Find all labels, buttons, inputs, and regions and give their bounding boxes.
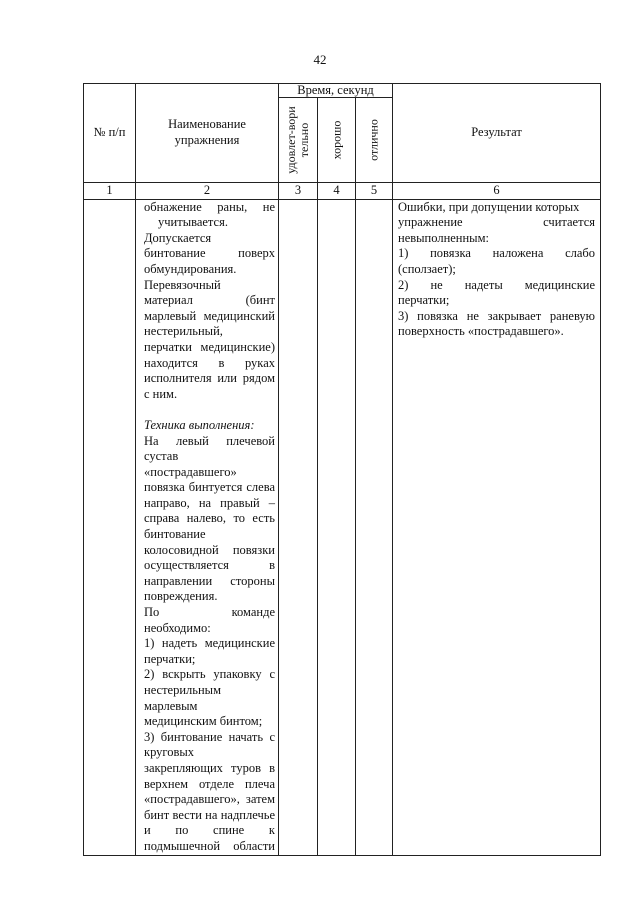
desc-line: направо, на правый – <box>144 495 275 510</box>
desc-line: исполнителя или рядом <box>144 371 275 386</box>
desc-line: повязка бинтуется слева <box>144 480 275 495</box>
header-excellent <box>356 98 393 183</box>
technique-heading: Техника выполнения: <box>144 417 255 432</box>
desc-line: круговых <box>144 745 195 760</box>
page-number: 42 <box>313 52 327 67</box>
desc-line: закрепляющих туров в <box>144 760 275 775</box>
exercise-table <box>83 83 601 856</box>
desc-line: с ним. <box>144 386 178 401</box>
desc-line: 2) вскрыть упаковку с <box>144 667 275 682</box>
header-satisfactory <box>279 98 318 183</box>
desc-line: обмундирования. <box>144 261 237 276</box>
col-number-1: 1 <box>84 183 136 200</box>
desc-line: марлевый медицинский <box>144 308 275 323</box>
desc-line: Допускается <box>144 230 212 245</box>
header-result: Результат <box>393 84 601 183</box>
header-exercise-name: Наименование упражнения <box>136 84 279 183</box>
result-description <box>393 199 601 855</box>
desc-line: 1) надеть медицинские <box>144 636 275 651</box>
header-number: № п/п <box>84 84 136 183</box>
desc-line: подмышечной области <box>144 838 275 853</box>
header-satisfactory-label: удовлет-ворительно <box>284 106 311 174</box>
desc-line: На левый плечевой <box>144 433 275 448</box>
header-excellent-label: отлично <box>366 119 381 161</box>
result-line: (сползает); <box>398 261 456 276</box>
desc-line: марлевым <box>144 698 198 713</box>
col-number-6: 6 <box>393 183 601 200</box>
desc-line: сустав <box>144 449 179 464</box>
result-line: перчатки; <box>398 293 450 308</box>
desc-line: обнажение раны, не <box>144 199 275 214</box>
desc-line: медицинским бинтом; <box>144 714 263 729</box>
desc-line: Перевязочный <box>144 277 221 292</box>
result-line: 1) повязка наложена слабо <box>398 246 596 261</box>
col-number-5: 5 <box>356 183 393 200</box>
time-excellent-cell <box>356 199 393 855</box>
desc-line: направлении стороны <box>144 573 275 588</box>
time-satisfactory-cell <box>279 199 318 855</box>
desc-line: перчатки; <box>144 651 196 666</box>
desc-line: справа налево, то есть <box>144 511 275 526</box>
result-line: Ошибки, при допущении которых <box>398 199 580 214</box>
desc-line: перчатки медицинские) <box>144 339 275 354</box>
col-number-3: 3 <box>279 183 318 200</box>
desc-line: осуществляется в <box>144 558 275 573</box>
col-number-2: 2 <box>136 183 279 200</box>
header-good-label: хорошо <box>329 120 343 160</box>
desc-line: находится в руках <box>144 355 275 370</box>
result-line: упражнение считается <box>398 215 596 230</box>
result-line: невыполненным: <box>398 230 489 245</box>
desc-line: повреждения. <box>144 589 218 604</box>
desc-line: бинтование поверх <box>144 246 275 261</box>
desc-line: учитывается. <box>158 215 228 230</box>
result-line: поверхность «пострадавшего». <box>398 324 564 339</box>
desc-line: и по спине к <box>144 823 275 838</box>
result-line: 3) повязка не закрывает раневую <box>398 308 596 323</box>
content-row <box>84 199 601 855</box>
header-time-group: Время, секунд <box>279 84 393 98</box>
desc-line: бинт вести на надплечье <box>144 807 275 822</box>
desc-line: нестерильным <box>144 683 221 697</box>
desc-line: нестерильный, <box>144 324 223 339</box>
desc-line: 3) бинтование начать с <box>144 729 275 744</box>
desc-line: «пострадавшего» <box>144 464 237 479</box>
number-cell <box>84 199 136 855</box>
time-good-cell <box>318 199 356 855</box>
desc-line: верхнем отделе плеча <box>144 776 275 791</box>
desc-line: «пострадавшего», затем <box>144 792 275 807</box>
exercise-description <box>136 199 279 855</box>
desc-line: По команде <box>144 605 275 620</box>
result-line: 2) не надеты медицинские <box>398 277 596 292</box>
column-numbers-row <box>84 183 601 200</box>
header-good <box>318 98 356 183</box>
desc-gap <box>144 402 275 418</box>
desc-line: бинтование <box>144 527 206 542</box>
col-number-4: 4 <box>318 183 356 200</box>
desc-line: необходимо: <box>144 620 211 635</box>
desc-line: материал (бинт <box>144 293 275 308</box>
desc-line: колосовидной повязки <box>144 542 275 557</box>
